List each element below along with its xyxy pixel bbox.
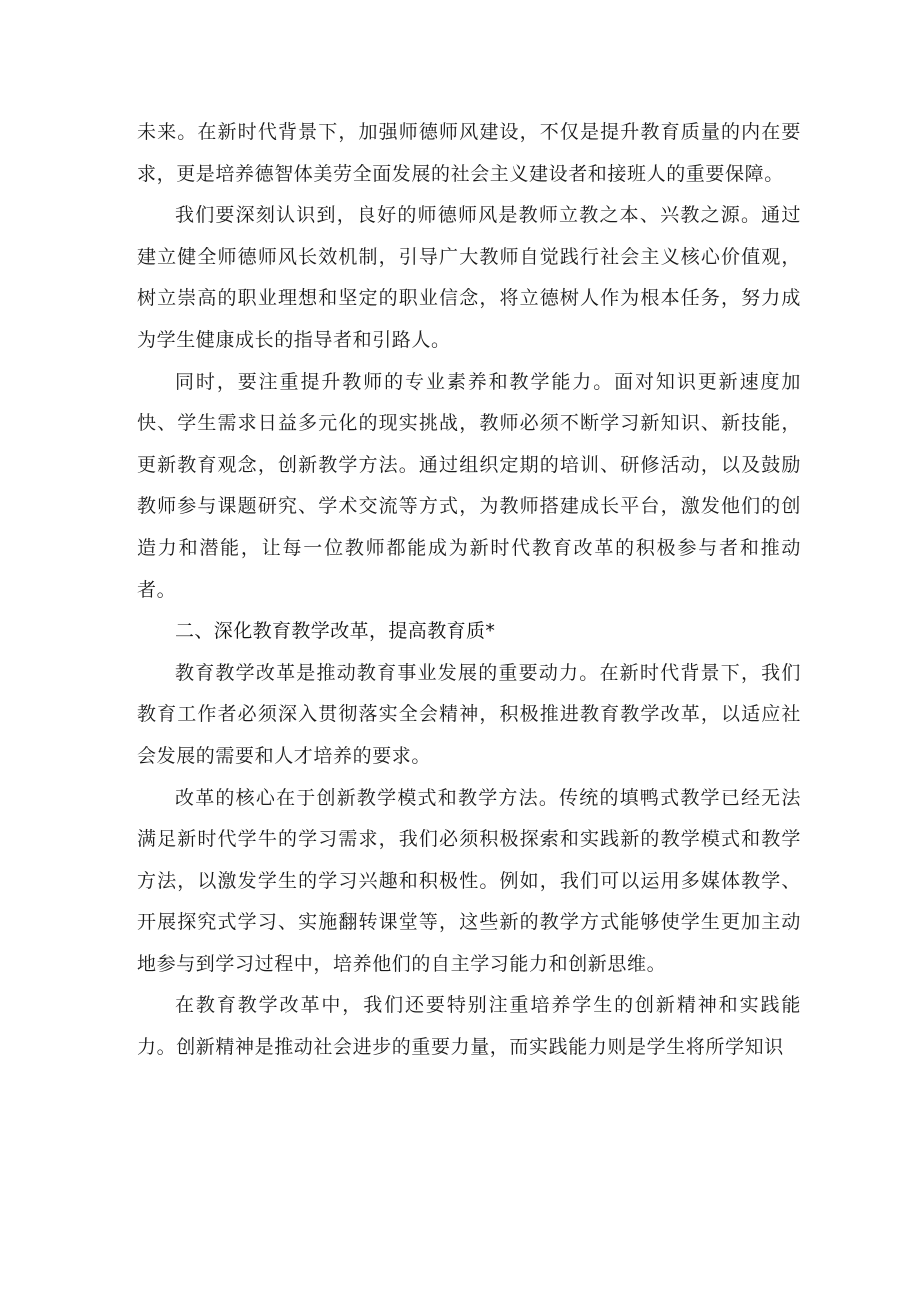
section-heading: 二、深化教育教学改革，提高教育质* <box>175 620 496 643</box>
paragraph-innovation-practice: 在教育教学改革中，我们还要特别注重培养学生的创新精神和实践能力。创新精神是推动社会进步的重要力量，而实践能力则是学生将所学知识 <box>137 994 801 1059</box>
paragraph-reform-core: 改革的核心在于创新教学模式和教学方法。传统的填鸭式教学已经无法满足新时代学牛的学习需求，我们必须积极探索和实践新的教学模式和教学方法，以激发学生的学习兴趣和积极性。例如，我们可以运用多媒体教学、开展探究式学习、实施翻转课堂等，这些新的教学方式能够使学生更加主动地参与到学习过程中，培养他们的自主学习能力和创新思维。 <box>137 786 801 975</box>
paragraph-reform-importance: 教育教学改革是推动教育事业发展的重要动力。在新时代背景下，我们教育工作者必须深入贯彻落实全会精神，积极推进教育教学改革，以适应社会发展的需要和人才培养的要求。 <box>137 661 801 767</box>
paragraph-continuation: 未来。在新时代背景下，加强师德师风建设，不仅是提升教育质量的内在要求，更是培养德智体美劳全面发展的社会主义建设者和接班人的重要保障。 <box>137 121 801 185</box>
paragraph-teacher-ethics: 我们要深刻认识到，良好的师德师风是教师立教之本、兴教之源。通过建立健全师德师风长效机制，引导广大教师自觉践行社会主义核心价值观，树立崇高的职业理想和坚定的职业信念，将立德树人作为根本任务，努力成为学生健康成长的指导者和引路人。 <box>137 204 801 351</box>
document-body <box>137 112 801 1069</box>
paragraph-professional-skills: 同时，要注重提升教师的专业素养和教学能力。面对知识更新速度加快、学生需求日益多元化的现实挑战，教师必须不断学习新知识、新技能，更新教育观念，创新教学方法。通过组织定期的培训、研修活动，以及鼓励教师参与课题研究、学术交流等方式，为教师搭建成长平台，激发他们的创造力和潜能，让每一位教师都能成为新时代教育改革的积极参与者和推动者。 <box>137 370 801 601</box>
